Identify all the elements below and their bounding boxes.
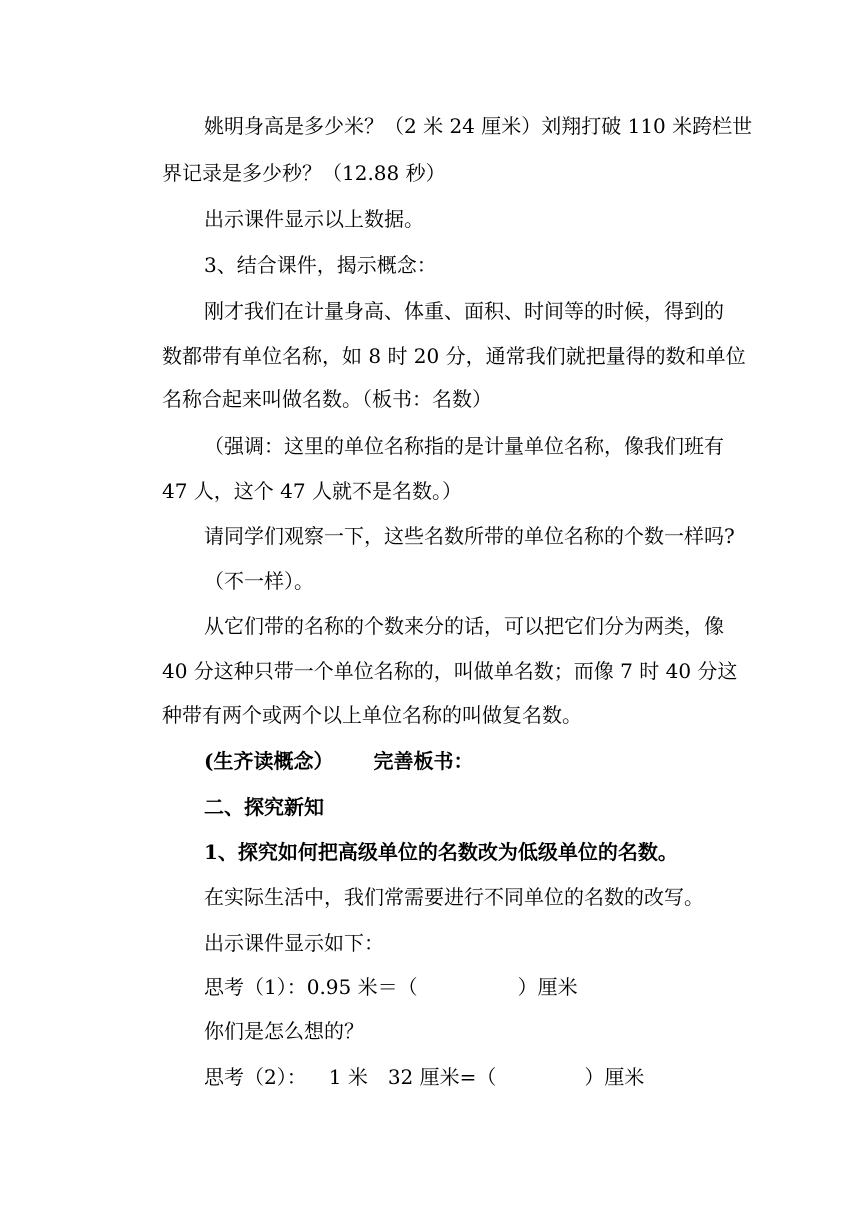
paragraph-line: 界记录是多少秒？（12.88 秒）	[162, 161, 446, 185]
think-2-value: 1 米 32 厘米=（	[328, 1065, 497, 1089]
paragraph-line: 在实际生活中，我们常需要进行不同单位的名数的改写。	[204, 885, 704, 909]
subsection-heading: 1、探究如何把高级单位的名数改为低级单位的名数。	[204, 840, 678, 864]
paragraph-line: 数都带有单位名称，如 8 时 20 分，通常我们就把量得的数和单位	[162, 344, 746, 368]
think-2-label: 思考（2）：	[204, 1065, 307, 1089]
paragraph-line: 你们是怎么想的？	[204, 1019, 364, 1043]
paragraph-line: （不一样）。	[204, 569, 314, 593]
paragraph-line: 从它们带的名称的个数来分的话，可以把它们分为两类，像	[204, 614, 724, 638]
paragraph-line: 40 分这种只带一个单位名称的，叫做单名数；而像 7 时 40 分这	[162, 659, 738, 683]
paragraph-line: 刚才我们在计量身高、体重、面积、时间等的时候，得到的	[204, 299, 724, 323]
section-heading: 二、探究新知	[204, 795, 324, 819]
think-question-2	[204, 1064, 644, 1090]
think-1-label: 思考（1）：0.95 米＝（	[204, 975, 418, 999]
paragraph-line: 种带有两个或两个以上单位名称的叫做复名数。	[162, 703, 582, 727]
paragraph-line: 出示课件显示以上数据。	[204, 207, 424, 231]
paragraph-line: 3、结合课件，揭示概念：	[204, 253, 437, 277]
class-reading-line	[204, 748, 473, 774]
class-reading-label: (生齐读概念）	[204, 749, 334, 773]
think-1-unit: ）厘米	[517, 975, 578, 999]
paragraph-line: 姚明身高是多少米？（2 米 24 厘米）刘翔打破 110 米跨栏世	[204, 114, 753, 138]
think-question-1	[204, 974, 578, 1000]
paragraph-line: 47 人，这个 47 人就不是名数。）	[162, 479, 462, 503]
paragraph-line: 请同学们观察一下，这些名数所带的单位名称的个数一样吗?	[204, 524, 735, 548]
board-writing-label: 完善板书：	[373, 749, 474, 773]
think-2-unit: ）厘米	[584, 1065, 645, 1089]
paragraph-line: （强调：这里的单位名称指的是计量单位名称，像我们班有	[204, 434, 724, 458]
paragraph-line: 名称合起来叫做名数。（板书：名数）	[162, 387, 492, 411]
paragraph-line: 出示课件显示如下：	[204, 931, 384, 955]
